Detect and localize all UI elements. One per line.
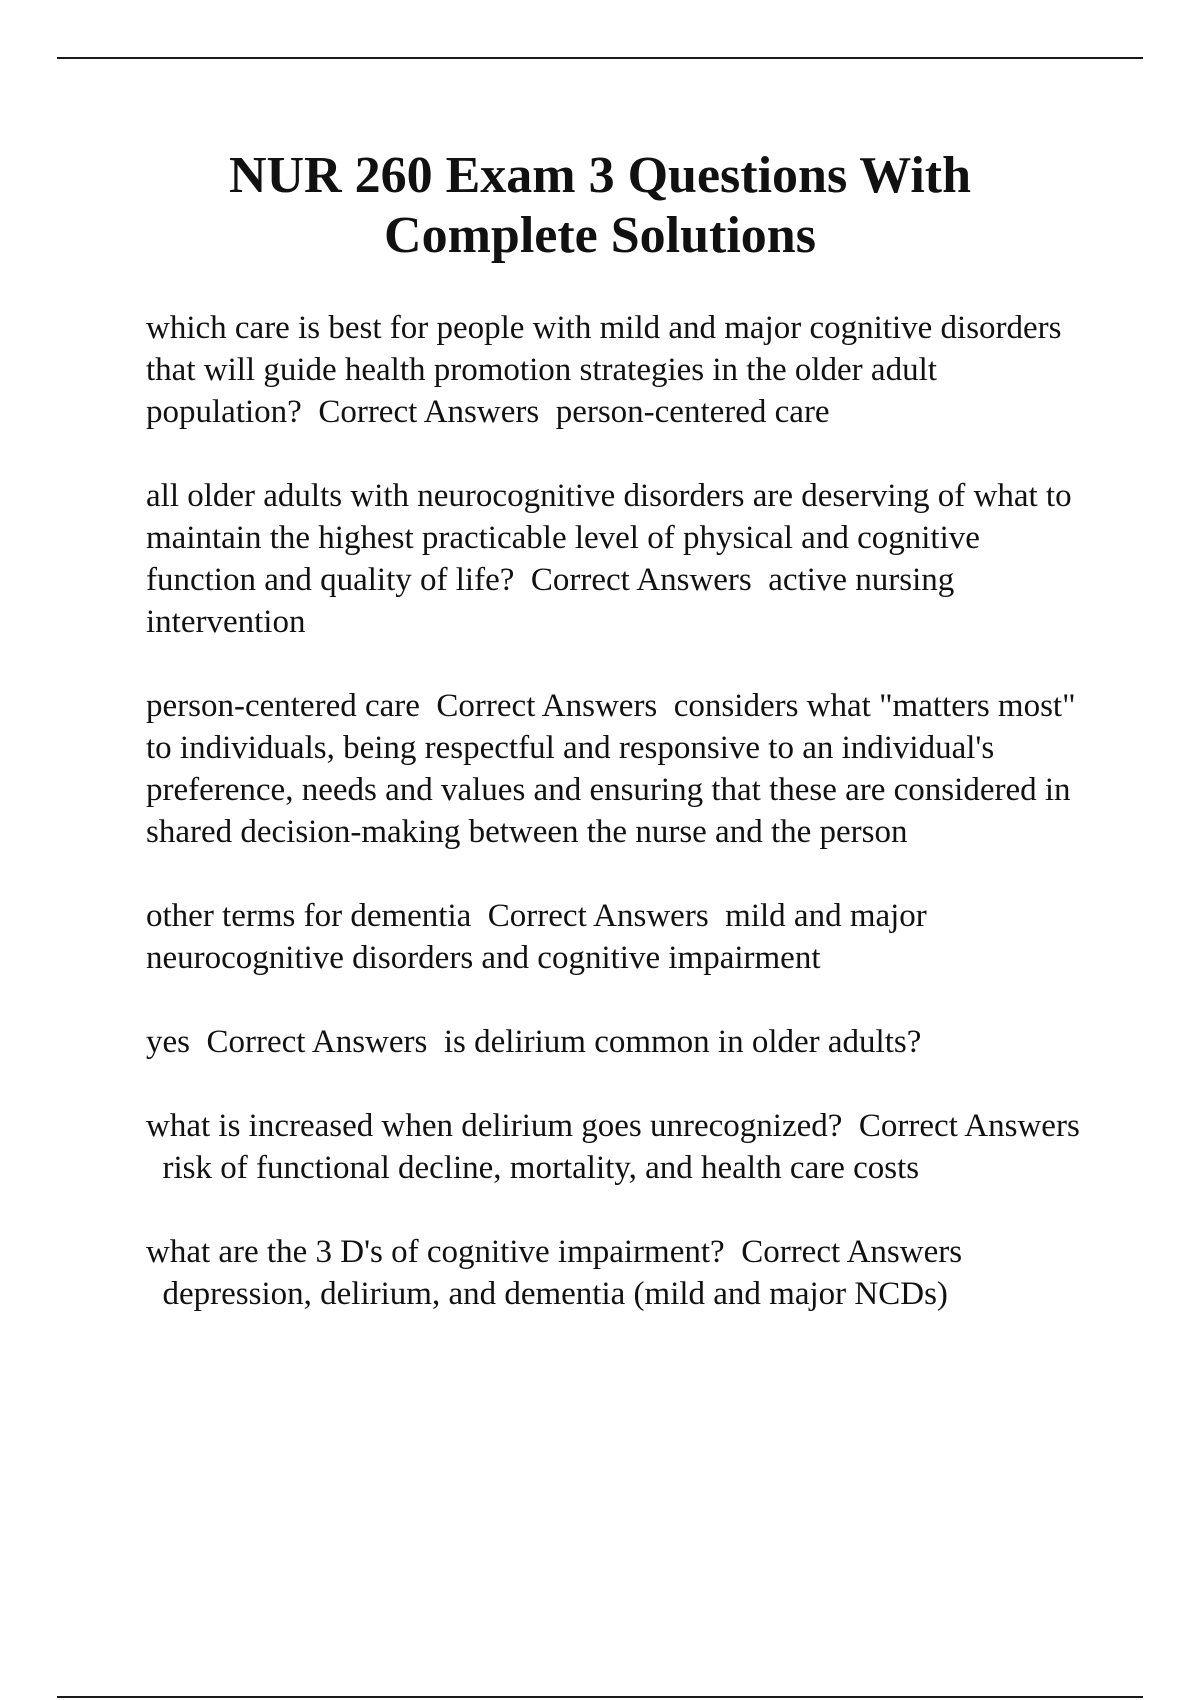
qa-separator: Correct Answers	[206, 1024, 428, 1060]
qa-answer: risk of functional decline, mortality, and health care costs	[162, 1150, 920, 1186]
qa-answer: is delirium common in older adults?	[443, 1024, 922, 1060]
qa-answer: person-centered care	[555, 394, 830, 430]
qa-separator: Correct Answers	[741, 1234, 963, 1270]
title-line-2: Complete Solutions	[384, 207, 816, 264]
qa-question: yes	[146, 1024, 190, 1060]
qa-separator: Correct Answers	[530, 562, 752, 598]
qa-question: person-centered care	[146, 688, 420, 724]
qa-answer: considers what "matters most" to individuals, being respectful and responsive to an individual's preference, needs and values and ensuring that these are considered in shared decision-making between the nurse and the person	[146, 688, 1076, 850]
qa-separator: Correct Answers	[318, 394, 540, 430]
qa-separator: Correct Answers	[858, 1108, 1080, 1144]
qa-separator: Correct Answers	[436, 688, 658, 724]
qa-item	[146, 1231, 1096, 1315]
qa-question: all older adults with neurocognitive disorders are deserving of what to maintain the highest practicable level of physical and cognitive function and quality of life?	[146, 478, 1072, 598]
qa-answer: depression, delirium, and dementia (mild and major NCDs)	[162, 1276, 948, 1312]
qa-question: which care is best for people with mild and major cognitive disorders that will guide health promotion strategies in the older adult population?	[146, 310, 1062, 430]
qa-item	[146, 895, 1096, 979]
qa-question: other terms for dementia	[146, 898, 472, 934]
qa-item	[146, 685, 1096, 853]
qa-item	[146, 1021, 1096, 1063]
qa-answer: active nursing intervention	[146, 562, 955, 640]
qa-list	[146, 307, 1096, 1357]
bottom-rule	[57, 1696, 1143, 1698]
qa-question: what is increased when delirium goes unrecognized?	[146, 1108, 843, 1144]
qa-item	[146, 307, 1096, 433]
title-line-1: NUR 260 Exam 3 Questions With	[228, 147, 972, 204]
qa-item	[146, 475, 1096, 643]
document-title	[0, 146, 1200, 266]
qa-item	[146, 1105, 1096, 1189]
qa-separator: Correct Answers	[487, 898, 709, 934]
qa-question: what are the 3 D's of cognitive impairment?	[146, 1234, 725, 1270]
top-rule	[57, 57, 1143, 59]
qa-answer: mild and major neurocognitive disorders and cognitive impairment	[146, 898, 927, 976]
